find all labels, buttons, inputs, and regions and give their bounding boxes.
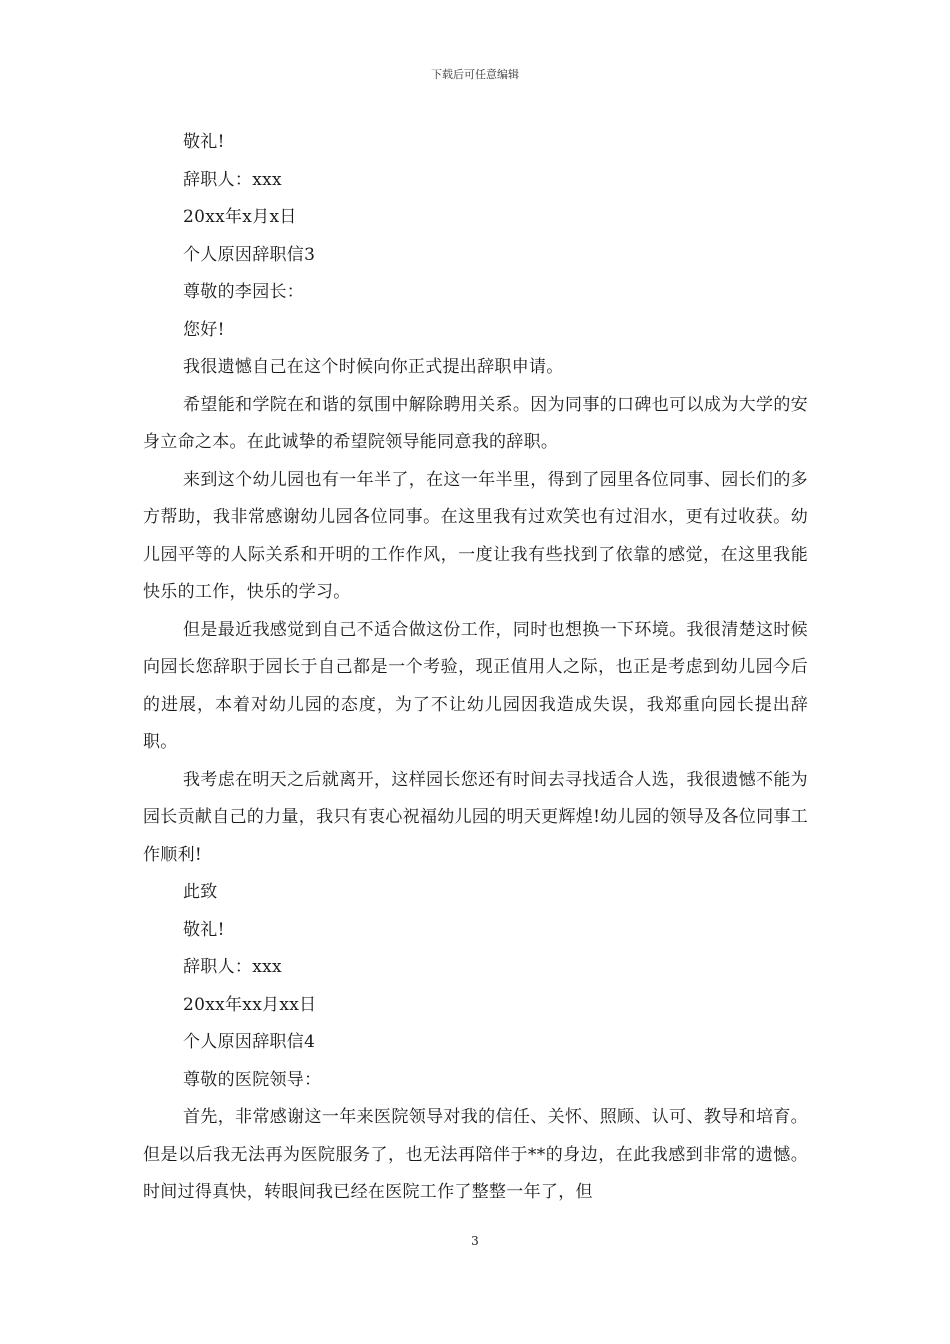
- closing-line: 此致: [183, 882, 218, 902]
- body-paragraph: 希望能和学院在和谐的氛围中解除聘用关系。因为同事的口碑也可以成为大学的安身立命之本。在此诚挚的希望院领导能同意我的辞职。: [143, 394, 808, 452]
- letter-title: 个人原因辞职信3: [183, 244, 316, 265]
- body-paragraph: 我很遗憾自己在这个时候向你正式提出辞职申请。: [183, 357, 564, 377]
- body-paragraph: 但是最近我感觉到自己不适合做这份工作，同时也想换一下环境。我很清楚这时候向园长您辞职于园长于自己都是一个考验，现正值用人之际，也正是考虑到幼儿园今后的进展，本着对幼儿园的态度，为了不让幼儿园因我造成失误，我郑重向园长提出辞职。: [143, 619, 808, 752]
- date-line: 20xx年xx月xx日: [183, 994, 317, 1015]
- closing-salutation: 敬礼!: [183, 132, 225, 152]
- resigner-line: 辞职人：xxx: [183, 169, 282, 190]
- date-line: 20xx年x月x日: [183, 207, 297, 227]
- page-header-note: 下载后可任意编辑: [431, 68, 519, 81]
- closing-salutation: 敬礼!: [183, 919, 225, 940]
- page-number: 3: [471, 1234, 479, 1248]
- addressee-line: 尊敬的医院领导：: [183, 1069, 322, 1090]
- body-paragraph: 来到这个幼儿园也有一年半了，在这一年半里，得到了园里各位同事、园长们的多方帮助，我非常感谢幼儿园各位同事。在这里我有过欢笑也有过泪水，更有过收获。幼儿园平等的人际关系和开明的工作作风，一度让我有些找到了依靠的感觉，在这里我能快乐的工作，快乐的学习。: [143, 469, 808, 602]
- body-paragraph: 首先，非常感谢这一年来医院领导对我的信任、关怀、照顾、认可、教导和培育。但是以后我无法再为医院服务了，也无法再陪伴于**的身边，在此我感到非常的遗憾。时间过得真快，转眼间我已经在医院工作了整整一年了，但: [143, 1107, 808, 1202]
- resigner-line: 辞职人：xxx: [183, 957, 282, 977]
- document-body: [143, 124, 808, 1212]
- greeting-line: 您好!: [183, 319, 225, 340]
- addressee-line: 尊敬的李园长：: [183, 282, 305, 302]
- body-paragraph: 我考虑在明天之后就离开，这样园长您还有时间去寻找适合人选，我很遗憾不能为园长贡献自己的力量，我只有衷心祝福幼儿园的明天更辉煌!幼儿园的领导及各位同事工作顺利!: [143, 769, 808, 865]
- letter-title: 个人原因辞职信4: [183, 1032, 316, 1052]
